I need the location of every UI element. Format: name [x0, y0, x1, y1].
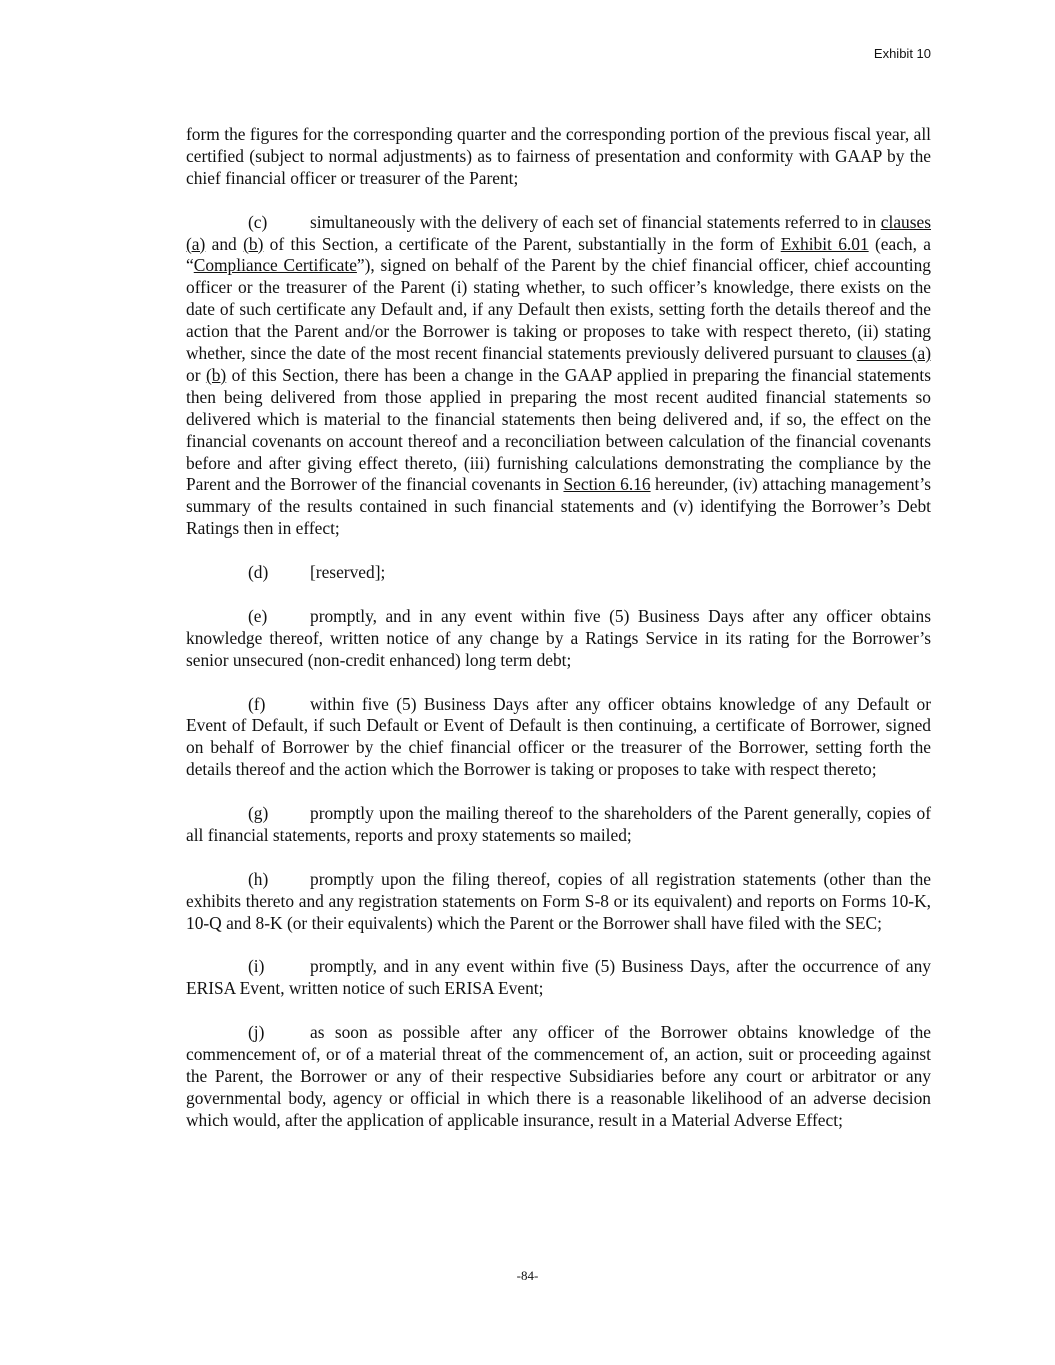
defined-term: Compliance Certificate [193, 255, 357, 276]
clause-label: (d) [248, 562, 269, 583]
page-number: -84- [516, 1268, 539, 1283]
clause-text: simultaneously with the delivery of each set of financial statements referred to in [310, 211, 881, 232]
clause-text: of this Section, there has been a change in the GAAP applied in preparing the financial statements then being delivered from those applied in preparing the most recent audited financial statements so delivered which is material to the financial statements then being delivered and, if so, the effect on the financial covenants on account thereof and a reconciliation between calculation of the financial covenants before and after giving effect thereto, (iii) furnishing calculations demonstrating the compliance by the Parent and the Borrower of the financial covenants in [186, 364, 931, 495]
clause-text: [reserved]; [310, 562, 386, 583]
clause-c [186, 212, 931, 541]
clause-text: as soon as possible after any officer of the Borrower obtains knowledge of the commencement of, or of a material threat of the commencement of, an action, suit or proceeding against the Parent, the Borrower or any of their respective Subsidiaries before any court or arbitrator or any governmental body, agency or official in which there is a reasonable likelihood of an adverse decision which would, after the application of applicable insurance, result in a Material Adverse Effect; [186, 1022, 931, 1130]
xref-section: Section 6.16 [563, 474, 651, 495]
clause-label: (j) [248, 1022, 265, 1043]
clause-label: (e) [248, 605, 268, 626]
clause-text: hereunder, (iv) attaching management’s summary of the results contained in such financial statements and (v) identifying the Borrower’s Debt Ratings then in effect; [186, 474, 931, 539]
clause-e [186, 606, 931, 672]
xref-clause-b: (b) [205, 364, 227, 385]
clause-text: ”), signed on behalf of the Parent by the chief financial officer, chief accounting officer or the treasurer of the Parent (i) stating whether, to such officer’s knowledge, there exists on the date of such certificate any Default and, if any Default then exists, setting forth the details thereof and the action that the Parent and/or the Borrower is taking or proposes to take with respect thereto, (ii) stating whether, since the date of the most recent financial statements previously delivered pursuant to [186, 255, 931, 364]
xref-clause-b: (b) [243, 233, 264, 254]
clause-g [186, 803, 931, 847]
exhibit-label: Exhibit 10 [873, 46, 931, 61]
clause-label: (h) [248, 868, 269, 889]
xref-clause-a: clauses (a) [186, 211, 931, 254]
clause-text: promptly, and in any event within five (5) Business Days after any officer obtains knowledge thereof, written notice of any change by a Ratings Service in its rating for the Borrower’s senior unsecured (non-credit enhanced) long term debt; [186, 605, 931, 670]
clause-label: (c) [248, 211, 268, 232]
clause-text: within five (5) Business Days after any officer obtains knowledge of any Default or Event of Default, if such Default or Event of Default is then continuing, a certificate of Borrower, signed on behalf of Borrower by the chief financial officer or the treasurer of the Borrower, setting forth the details thereof and the action which the Borrower is taking or proposes to take with respect thereto; [186, 693, 931, 780]
clause-text: of this Section, a certificate of the Parent, substantially in the form of [263, 233, 781, 254]
clause-f [186, 694, 931, 782]
clause-j [186, 1022, 931, 1132]
clause-text: (each, a “ [186, 233, 932, 276]
clause-h [186, 869, 931, 935]
xref-clause-a: clauses (a) [856, 343, 931, 364]
clause-text: and [205, 233, 244, 254]
clause-label: (f) [248, 693, 266, 714]
clause-d [186, 562, 931, 584]
xref-exhibit: Exhibit 6.01 [780, 233, 869, 254]
clause-text: or [186, 364, 206, 385]
clause-text: promptly, and in any event within five (5) Business Days, after the occurrence of any ERISA Event, written notice of such ERISA Event; [186, 956, 931, 999]
clause-text: promptly upon the mailing thereof to the shareholders of the Parent generally, copies of all financial statements, reports and proxy statements so mailed; [186, 803, 931, 845]
clause-label: (i) [248, 956, 265, 977]
clause-i [186, 956, 931, 1000]
document-body [186, 124, 931, 1153]
continuation-paragraph: form the figures for the corresponding quarter and the corresponding portion of the previous fiscal year, all certified (subject to normal adjustments) as to fairness of presentation and conformity with GAAP by the chief financial officer or treasurer of the Parent; [186, 124, 931, 188]
clause-label: (g) [248, 803, 269, 824]
clause-text: promptly upon the filing thereof, copies of all registration statements (other than the exhibits thereto and any registration statements on Form S-8 or its equivalent) and reports on Forms 10-K, 10-Q and 8-K (or their equivalents) which the Parent or the Borrower shall have filed with the SEC; [186, 868, 931, 933]
